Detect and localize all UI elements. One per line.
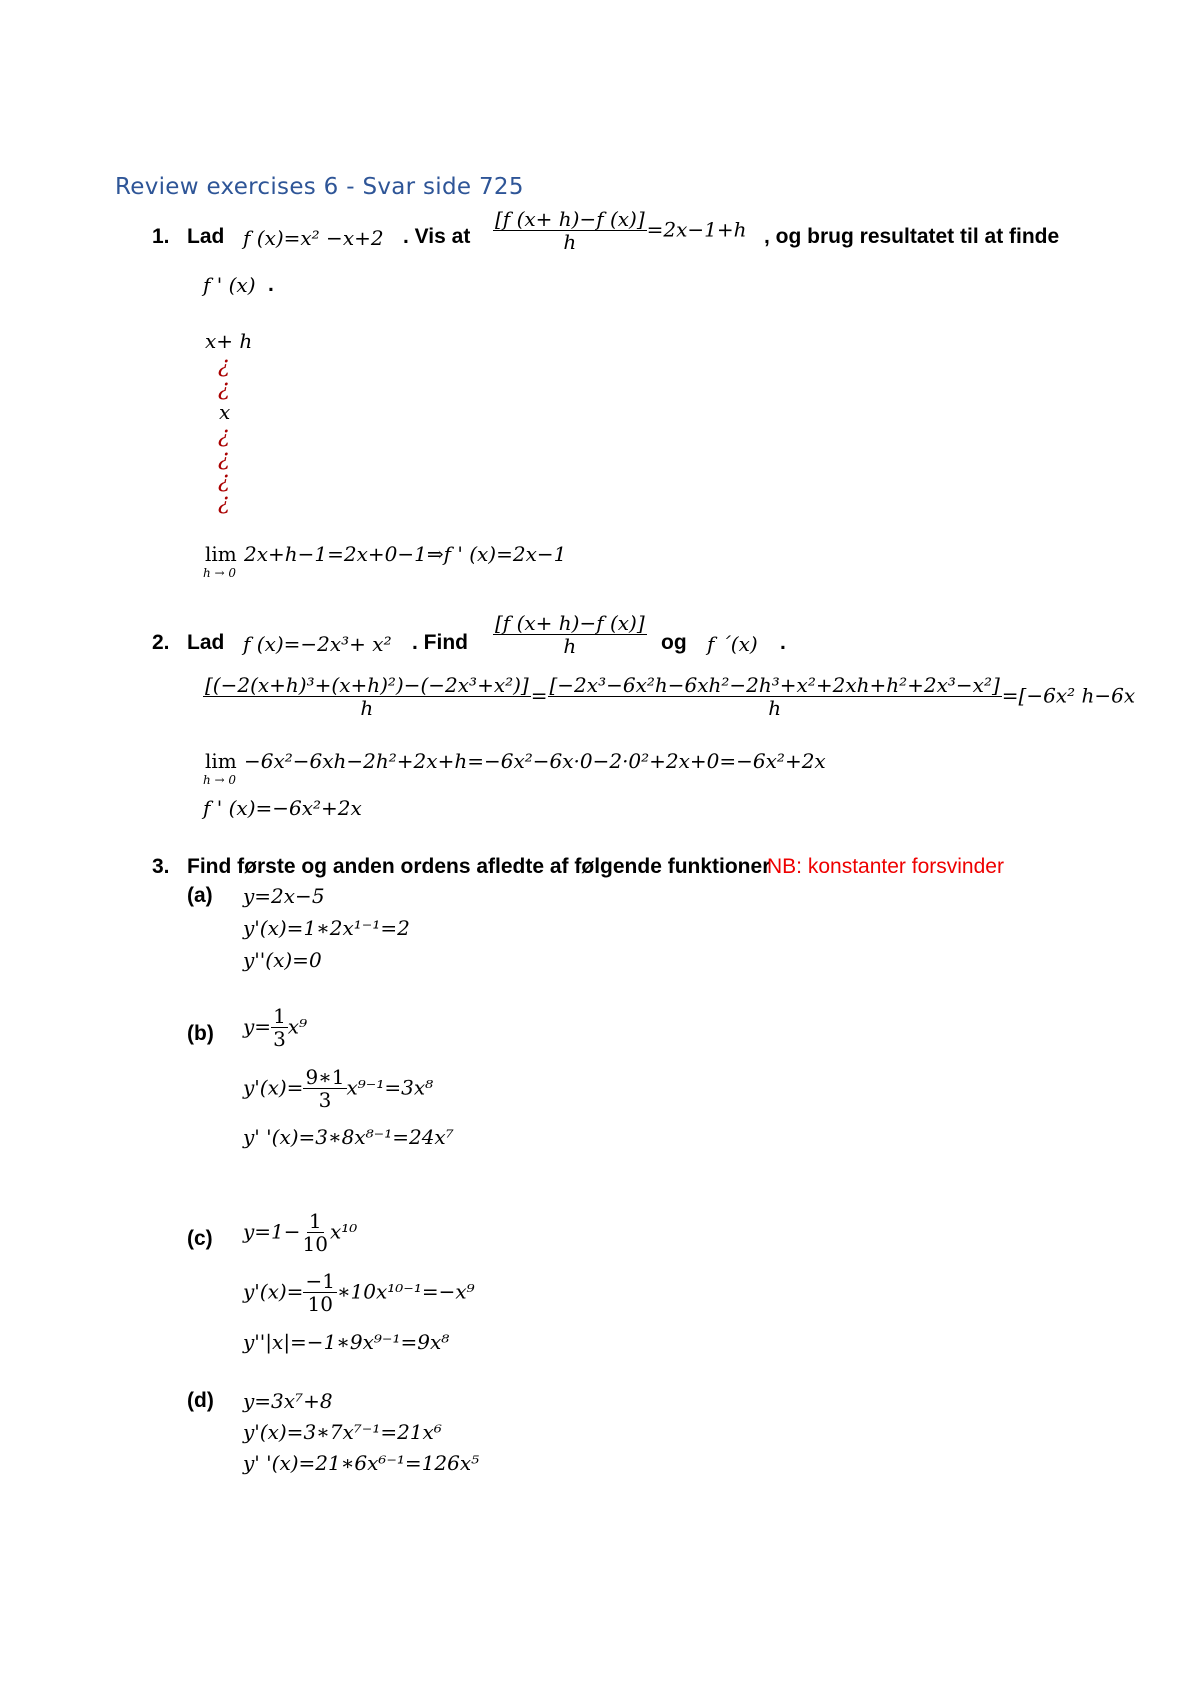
ex3c-l1-pre: y=1− (243, 1219, 301, 1244)
ex3b-second-derivative: y' '(x)=3∗8x⁸⁻¹=24x⁷ (243, 1125, 454, 1149)
ex3-note: NB: konstanter forsvinder (767, 855, 1004, 878)
ex1-limit-subscript: h → 0 (203, 566, 237, 580)
ex3c-label: (c) (187, 1227, 213, 1250)
ex2-expansion-num2: [−2x³−6x²h−6xh²−2h³+x²+2xh+h²+2x³−x²] (549, 673, 1000, 697)
ex1-render-error-mark: ¿ (218, 353, 230, 378)
ex2-og: og (661, 631, 687, 654)
ex3c-first-derivative (243, 1270, 475, 1316)
ex2-limit-expression: −6x²−6xh−2h²+2x+h=−6x²−6x·0−2·0²+2x+0=−6x²+2x (244, 749, 826, 773)
ex3b-l2-den: 3 (318, 1088, 332, 1112)
ex3b-l2-pre: y'(x)= (243, 1075, 304, 1100)
ex1-render-error-mark: ¿ (218, 446, 230, 471)
ex2-limit-subscript: h → 0 (203, 773, 237, 787)
ex1-render-error-mark: ¿ (218, 490, 230, 515)
ex3b-l2-num: 9∗1 (305, 1065, 345, 1089)
ex2-lad: Lad (187, 631, 225, 654)
ex3b-l1-post: x⁹ (287, 1014, 308, 1039)
ex3d-first-derivative: y'(x)=3∗7x⁷⁻¹=21x⁶ (243, 1420, 442, 1444)
ex3b-function (243, 1005, 307, 1051)
ex2-expansion (203, 674, 1135, 720)
ex3b-l1-num: 1 (273, 1004, 286, 1028)
ex2-find: . Find (412, 631, 468, 654)
ex2-limit-word: lim (205, 749, 237, 773)
page-heading: Review exercises 6 - Svar side 725 (115, 174, 524, 200)
ex2-dot: . (780, 631, 786, 654)
ex3d-second-derivative: y' '(x)=21∗6x⁶⁻¹=126x⁵ (243, 1451, 480, 1475)
ex2-difference-quotient (493, 612, 647, 658)
ex1-fprime: f ' (x) (203, 273, 256, 297)
ex3c-l2-post: ∗10x¹⁰⁻¹=−x⁹ (336, 1279, 475, 1304)
ex2-number: 2. (152, 631, 170, 654)
ex3-title: Find første og anden ordens afledte af følgende funktioner (187, 855, 771, 878)
ex1-difference-quotient (493, 208, 747, 254)
ex1-tail-text: , og brug resultatet til at finde (764, 225, 1060, 248)
ex3c-l1-num: 1 (308, 1209, 322, 1233)
ex3c-second-derivative: y''|x|=−1∗9x⁹⁻¹=9x⁸ (243, 1330, 450, 1354)
ex2-equals: = (530, 683, 548, 708)
ex3c-l1-den: 10 (302, 1232, 328, 1256)
ex3a-function: y=2x−5 (243, 884, 325, 908)
ex3a-first-derivative: y'(x)=1∗2x¹⁻¹=2 (243, 916, 410, 940)
ex2-frac-denominator: h (563, 634, 577, 658)
ex2-expansion-num3: [−6x² h−6x (1018, 683, 1136, 708)
ex1-limit-word: lim (205, 542, 237, 566)
ex3-number: 3. (152, 855, 170, 878)
ex3c-l1-post: x¹⁰ (330, 1219, 358, 1244)
ex3d-function: y=3x⁷+8 (243, 1389, 333, 1413)
ex1-frac-denominator: h (563, 230, 577, 254)
ex3c-l2-den: 10 (307, 1292, 333, 1316)
ex1-render-error-mark: ¿ (218, 468, 230, 493)
ex1-render-error-mark: ¿ (218, 423, 230, 448)
ex3b-l1-pre: y= (243, 1014, 272, 1039)
ex1-limit-expression: 2x+h−1=2x+0−1⇒f ' (x)=2x−1 (244, 542, 567, 566)
ex3a-second-derivative: y''(x)=0 (243, 948, 322, 972)
ex3c-function (243, 1210, 357, 1256)
ex3d-label: (d) (187, 1389, 214, 1412)
ex1-render-error-mark: ¿ (218, 376, 230, 401)
ex1-lad: Lad (187, 225, 225, 248)
ex2-fprime: f ´(x) (707, 632, 758, 656)
ex2-expansion-num1: [(−2(x+h)³+(x+h)²)−(−2x³+x²)] (205, 673, 529, 697)
ex1-line-x: x (219, 400, 231, 424)
ex1-function: f (x)=x² −x+2 (243, 226, 384, 250)
ex2-equals: = (1001, 683, 1019, 708)
ex2-frac-numerator: [f (x+ h)−f (x)] (495, 611, 645, 635)
ex1-frac-numerator: [f (x+ h)−f (x)] (495, 207, 645, 231)
ex3a-label: (a) (187, 884, 213, 907)
ex1-dot: . (268, 273, 274, 296)
ex1-line-xh: x+ h (205, 329, 253, 353)
ex2-function: f (x)=−2x³+ x² (243, 632, 392, 656)
ex3c-l2-pre: y'(x)= (243, 1279, 304, 1304)
ex2-expansion-den1: h (360, 696, 374, 720)
ex2-expansion-den2: h (768, 696, 782, 720)
ex3c-l2-num: −1 (305, 1269, 335, 1293)
ex1-frac-rhs: =2x−1+h (646, 217, 747, 242)
ex2-result: f ' (x)=−6x²+2x (203, 796, 362, 820)
ex1-number: 1. (152, 225, 170, 248)
ex3b-l1-den: 3 (273, 1027, 286, 1051)
ex3b-label: (b) (187, 1022, 214, 1045)
ex1-vis-at: . Vis at (403, 225, 471, 248)
ex3b-first-derivative (243, 1066, 433, 1112)
ex3b-l2-post: x⁹⁻¹=3x⁸ (346, 1075, 434, 1100)
